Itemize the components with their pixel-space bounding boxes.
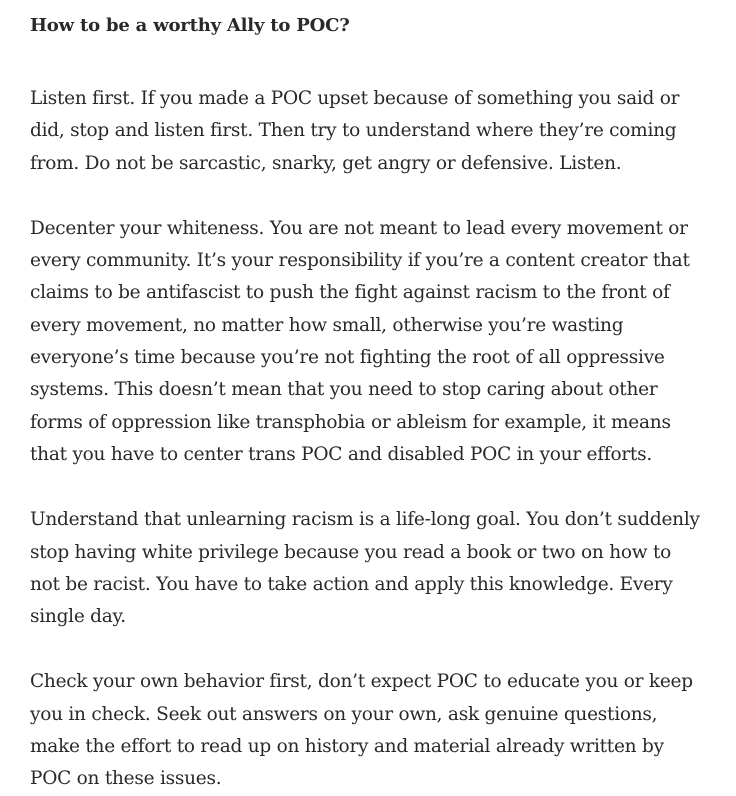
- paragraph-listen-first: Listen first. If you made a POC upset because of something you said or did, stop and listen first. Then try to understand where they’re coming from. Do not be sarcastic, snarky, get angry or defensive. Listen.: [30, 88, 680, 174]
- article-heading: How to be a worthy Ally to POC?: [30, 15, 350, 36]
- paragraph-decenter-whiteness: Decenter your whiteness. You are not meant to lead every movement or every community. It’s your responsibility if you’re a content creator that claims to be antifascist to push the fight against racism to the front of every movement, no matter how small, otherwise you’re wasting everyone’s time because you’re not fighting the root of all oppressive systems. This doesn’t mean that you need to stop caring about other forms of oppression like transphobia or ableism for example, it means that you have to center trans POC and disabled POC in your efforts.: [30, 217, 690, 465]
- paragraph-check-behavior: Check your own behavior first, don’t expect POC to educate you or keep you in check. Seek out answers on your own, ask genuine questions, make the effort to read up on history and material already written by POC on these issues.: [30, 671, 693, 790]
- paragraph-unlearning-racism: Understand that unlearning racism is a life-long goal. You don’t suddenly stop having white privilege because you read a book or two on how to not be racist. You have to take action and apply this knowledge. Every single day.: [30, 509, 700, 628]
